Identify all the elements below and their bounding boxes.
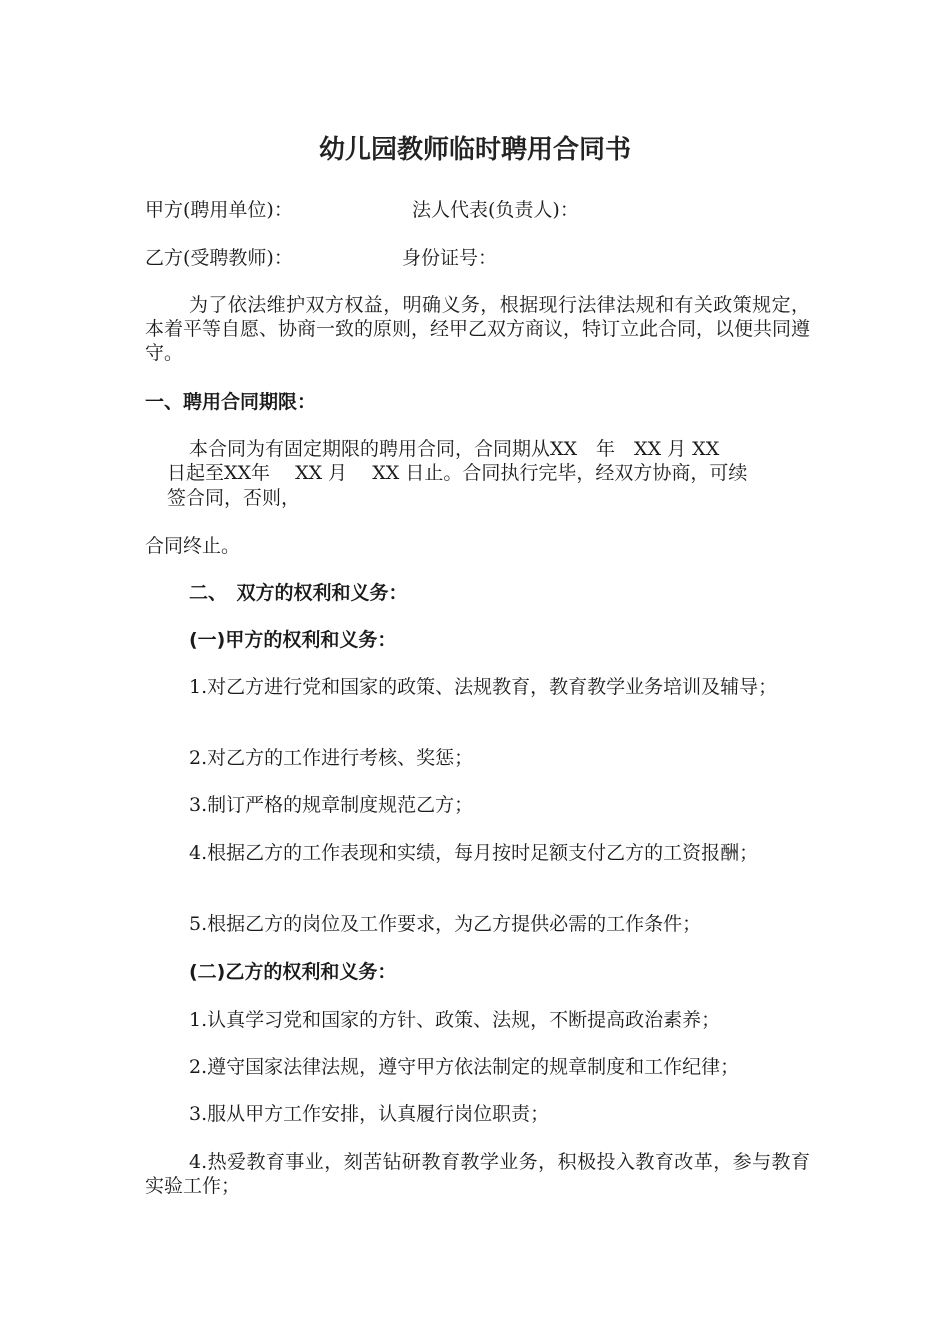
legal-rep-label: 法人代表(负责人)： <box>412 199 579 221</box>
document-title: 幼儿园教师临时聘用合同书 <box>318 135 631 165</box>
section-1-line-1: 本合同为有固定期限的聘用合同，合同期从XX 年 XX 月 XX <box>189 438 720 460</box>
party-b-item: 1.认真学习党和国家的方针、政策、法规，不断提高政治素养； <box>189 1009 721 1031</box>
section-1-line-2: 日起至XX年 XX 月 XX 日止。合同执行完毕，经双方协商，可续 <box>167 462 748 484</box>
section-1-heading: 一、聘用合同期限： <box>145 391 317 413</box>
party-a-item: 5.根据乙方的岗位及工作要求，为乙方提供必需的工作条件； <box>189 913 702 935</box>
section-1-line-4: 合同终止。 <box>145 535 241 557</box>
party-b-item: 2.遵守国家法律法规，遵守甲方依法制定的规章制度和工作纪律； <box>189 1056 740 1078</box>
party-b-item: 4.热爱教育事业，刻苦钻研教育教学业务，积极投入教育改革，参与教育实验工作； <box>145 1151 810 1197</box>
party-b-label: 乙方(受聘教师)： <box>145 247 293 269</box>
section-1-line-3: 签合同，否则， <box>167 487 301 509</box>
party-a-duties-heading: (一)甲方的权利和义务： <box>189 629 397 651</box>
party-b-duties-heading: (二)乙方的权利和义务： <box>189 961 397 983</box>
intro-paragraph: 为了依法维护双方权益，明确义务，根据现行法律法规和有关政策规定，本着平等自愿、协商一致的原则，经甲乙双方商议，特订立此合同，以便共同遵守。 <box>145 294 811 364</box>
section-2-heading: 二、 双方的权利和义务： <box>189 582 408 604</box>
party-a-item: 4.根据乙方的工作表现和实绩，每月按时足额支付乙方的工资报酬； <box>189 842 759 864</box>
party-b-item: 3.服从甲方工作安排，认真履行岗位职责； <box>189 1103 550 1125</box>
party-a-item: 3.制订严格的规章制度规范乙方； <box>189 794 474 816</box>
party-a-label: 甲方(聘用单位)： <box>145 199 293 221</box>
party-a-item: 1.对乙方进行党和国家的政策、法规教育，教育教学业务培训及辅导； <box>189 676 778 698</box>
id-number-label: 身份证号： <box>402 247 498 269</box>
party-a-item: 2.对乙方的工作进行考核、奖惩； <box>189 747 474 769</box>
